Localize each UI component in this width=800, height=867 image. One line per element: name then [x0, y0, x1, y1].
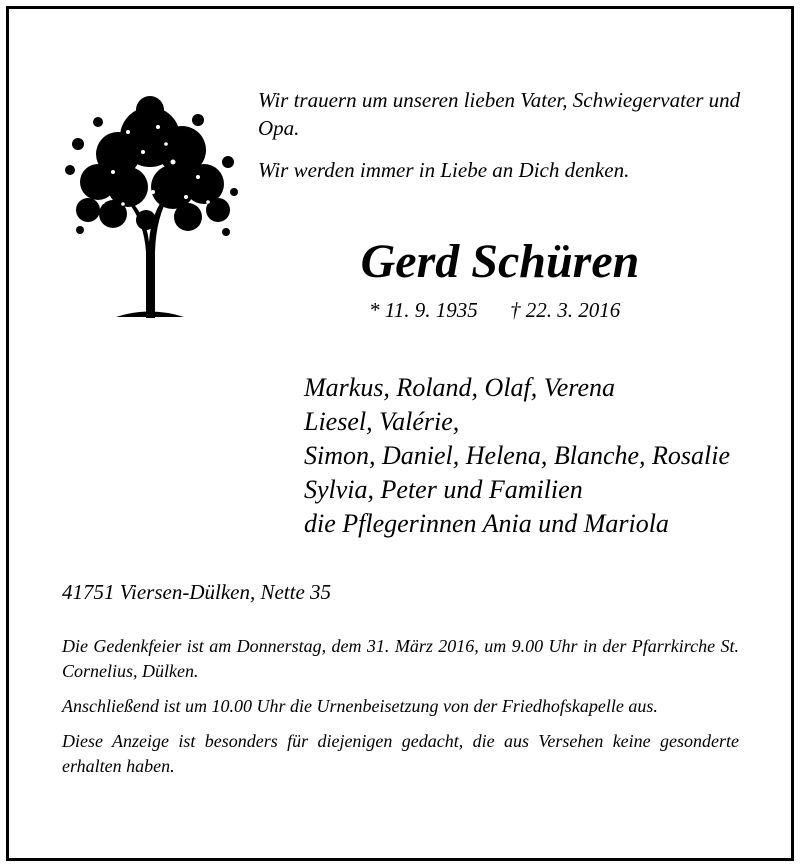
family-line: Liesel, Valérie,: [304, 407, 460, 436]
address: 41751 Viersen-Dülken, Nette 35: [62, 580, 332, 604]
family-line: Simon, Daniel, Helena, Blanche, Rosalie: [304, 441, 731, 470]
family-line: Sylvia, Peter und Familien: [304, 475, 583, 504]
intro-text: [258, 86, 778, 184]
note-paragraph: Die Gedenkfeier ist am Donnerstag, dem 31. März 2016, um 9.00 Uhr in der Pfarrkirche St. Cornelius, Dülken.: [62, 636, 739, 681]
family-line: Markus, Roland, Olaf, Verena: [304, 373, 615, 402]
intro-line: Wir werden immer in Liebe an Dich denken.: [258, 158, 630, 182]
family-line: die Pflegerinnen Ania und Mariola: [304, 509, 669, 538]
family-list: [304, 371, 730, 541]
notes: [62, 634, 739, 789]
deceased-name: Gerd Schüren: [360, 235, 640, 288]
intro-line: Wir trauern um unseren lieben Vater, Schwiegervater und Opa.: [258, 88, 741, 140]
note-paragraph: Anschließend ist um 10.00 Uhr die Urnenbeisetzung von der Friedhofskapelle aus.: [62, 696, 658, 716]
death-date: † 22. 3. 2016: [510, 298, 621, 322]
note-paragraph: Diese Anzeige ist besonders für diejenigen gedacht, die aus Versehen keine gesonderte erhalten haben.: [62, 731, 739, 776]
birth-date: * 11. 9. 1935: [369, 298, 478, 322]
tree-icon: [58, 92, 242, 318]
